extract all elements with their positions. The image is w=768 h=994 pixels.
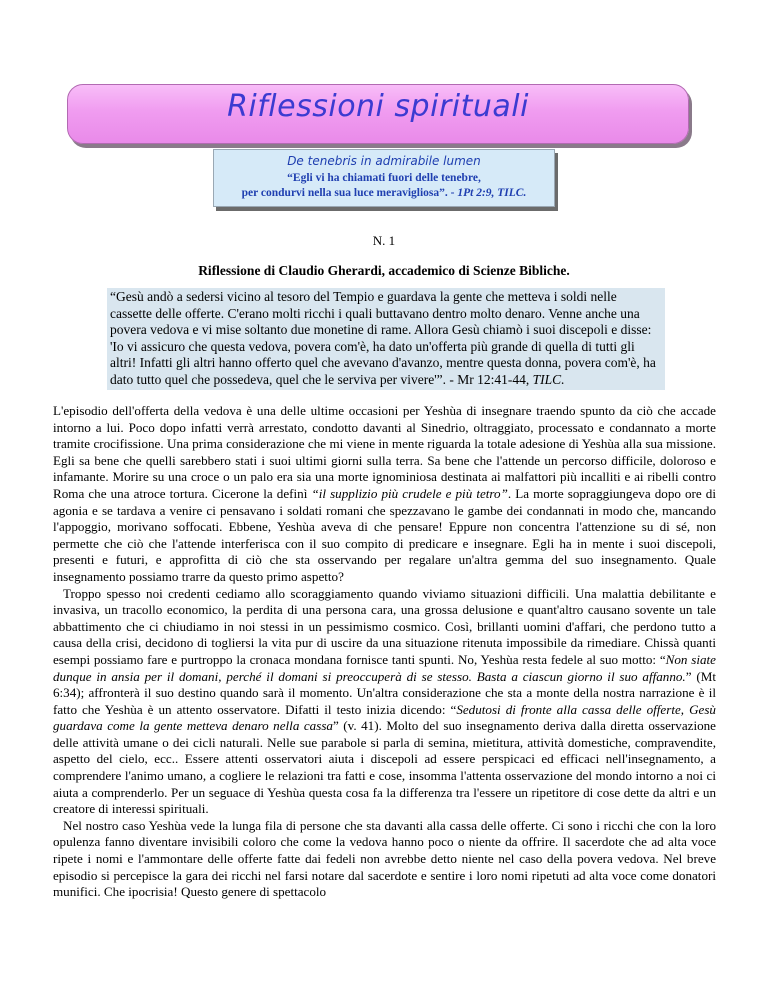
title-banner (67, 84, 689, 144)
motto-line-1: “Egli vi ha chiamati fuori delle tenebre, (287, 172, 481, 184)
quote-text: “Gesù andò a sedersi vicino al tesoro del Tempio e guardava la gente che metteva i soldi nelle cassette delle offerte. C'erano molti ricchi i quali buttavano dentro molto denaro. Venne anche una povera vedova e vi mise soltanto due monetine di rame. Allora Gesù chiamò i suoi discepoli e disse: 'Io vi assicuro che questa vedova, povera com'è, ha dato un'offerta più grande di quella di tutti gli altri! Infatti gli altri hanno offerto quel che avevano d'avanzo, mentre questa donna, povera com'è, ha dato tutto quel che possedeva, quel che le serviva per vivere'”. - Mr 12:41-44, (110, 289, 656, 387)
p2-quote-2: Sedutosi di fronte alla cassa delle offerte, Gesù guardava come la gente metteva denaro nella cassa (53, 701, 716, 734)
p2-text-c: ” (v. 41). Molto del suo insegnamento deriva dalla diretta osservazione delle attività umane o dei cicli naturali. Nelle sue parabole si parla di semina, mietitura, attività domestiche, compravendite, aspetto del cielo, ecc.. Essere attenti osservatori aiuta i discepoli ad essere perspicaci ed efficaci nell'insegnamento, a comprendere l'animo umano, a cogliere le relazioni tra fatti e cose, insomma l'attenta osservazione del mondo intorno a noi ci aiuta a comprenderlo. Per un seguace di Yeshùa questa cosa fa la differenza tra l'essere un ripetitore di cose dette da altri e un creatore di interessi spirituali. (53, 718, 716, 817)
quote-reference: TILC. (532, 371, 565, 387)
paragraph-2 (53, 586, 716, 818)
p2-quote-1: Non siate dunque in ansia per il domani, perché il domani si preoccuperà di se stesso. Basta a ciascun giorno il suo affanno. (53, 651, 716, 684)
bible-quote (107, 288, 665, 390)
paragraph-3: Nel nostro caso Yeshùa vede la lunga fila di persone che sta davanti alla cassa delle offerte. Ci sono i ricchi che con la loro opulenza fanno diventare invisibili coloro che come la vedova hanno poco o niente da offrire. Il sacerdote che ad alta voce ripete i nomi e l'ammontare delle offerte fatte dai fedeli non avrebbe detto niente nel caso della povera vedova. Nel breve episodio si percepisce la gara dei ricchi nel farsi notare dal sacerdote e sentire i loro nomi ripetuti ad alta voce come donatori munifici. Che ipocrisia! Questo genere di spettacolo (53, 817, 716, 900)
motto-latin: De tenebris in admirabile lumen (287, 154, 481, 168)
paragraph-1 (53, 403, 716, 586)
p1-quote: “il supplizio più crudele e più tetro” (311, 485, 508, 501)
motto-line-2: per condurvi nella sua luce meravigliosa”. - (241, 187, 458, 199)
p2-text-b: ” (Mt 6:34); affronterà il suo destino quando sarà il momento. Un'altra considerazione che sta a monte della nostra narrazione è il fatto che Yeshùa è un attento osservatore. Difatti il testo inizia dicendo: “ (53, 668, 716, 717)
author-line: Riflessione di Claudio Gherardi, accademico di Scienze Bibliche. (198, 263, 570, 278)
p1-text-b: . La morte sopraggiungeva dopo ore di agonia e se tardava a venire ci pensavano i soldati romani che spezzavano le gambe dei condannati in modo che, mancando l'appoggio, morivano soffocati. Ebbene, Yeshùa aveva di che pensare! Eppure non concentra l'attenzione su di sé, non permette che ciò che l'attende interferisca con il suo compito di predicare e insegnare. Egli ha in mente i suoi discepoli, presenti e futuri, e approfitta di ciò che sta osservando per regalare un'altra gemma del suo insegnamento. Quale insegnamento possiamo trarre da questo primo aspetto? (53, 485, 716, 584)
p2-text-a: Troppo spesso noi credenti cediamo allo scoraggiamento quando viviamo situazioni difficili. Una malattia debilitante e invasiva, un tracollo economico, la perdita di una persona cara, una grossa delusione e quant'altro causano sovente un tale abbattimento che ci chiudiamo in noi stessi in un pessimismo cosmico. Così, brillanti uomini d'affari, che perdono tutto a causa della crisi, decidono di togliersi la vita pur di uscire da una situazione ritenuta impossibile da rimediare. Chissà quanti esempi possiamo fare e purtroppo la cronaca mondana fornisce tanti spunti. No, Yeshùa resta fedele al suo motto: “ (53, 585, 716, 667)
motto-box (213, 149, 555, 207)
banner-title: Riflessioni spirituali (227, 89, 529, 124)
issue-number: N. 1 (372, 233, 396, 248)
p1-text-a: L'episodio dell'offerta della vedova è una delle ultime occasioni per Yeshùa di insegnare traendo spunto da ciò che accade intorno a lui. Poco dopo infatti verrà arrestato, condotto davanti al Sinedrio, oltraggiato, processato e condannato a morte tramite crocifissione. Una prima considerazione che mi viene in mente riguarda la totale adesione di Yeshùa alla sua missione. Egli sa bene che quelli sarebbero stati i suoi ultimi giorni sulla terra. Sa bene che l'attende un percorso difficile, doloroso e infamante. Morire su una croce o un palo era sia una morte ignominiosa destinata ai malfattori più incalliti e ai ribelli contro Roma che una atroce tortura. Cicerone la definì (53, 403, 716, 501)
motto-italian (214, 171, 554, 201)
motto-reference: 1Pt 2:9, TILC. (457, 187, 527, 199)
article-body (53, 403, 716, 901)
